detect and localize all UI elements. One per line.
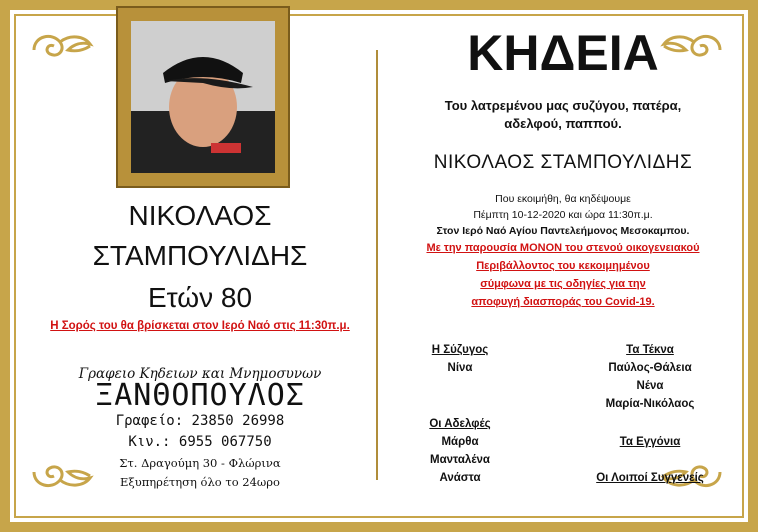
- funeral-home-address: Στ. Δραγούμη 30 - Φλώρινα: [119, 456, 281, 470]
- covid-notice-line-4: αποφυγή διασποράς του Covid-19.: [471, 296, 655, 308]
- ceremony-line-2: Πέμπτη 10-12-2020 και ώρα 11:30π.μ.: [473, 209, 653, 221]
- relatives-title: Οι Λοιποί Συγγενείς: [596, 472, 704, 484]
- child-name: Μαρία-Νικόλαος: [605, 398, 695, 410]
- portrait-illustration: [131, 21, 275, 173]
- deceased-name-right: ΝΙΚΟΛΑΟΣ ΣΤΑΜΠΟΥΛΙΔΗΣ: [433, 152, 693, 173]
- notice-heading: ΚΗΔΕΙΑ: [467, 25, 659, 81]
- grandchildren-title: Τα Εγγόνια: [619, 436, 681, 448]
- funeral-home-mobile: Κιν.: 6955 067750: [128, 434, 272, 450]
- flourish-top-left-icon: [30, 28, 94, 62]
- portrait-photo: [131, 21, 275, 173]
- funeral-home-title: Γραφειο Κηδειων και Μνημοσυνων: [78, 366, 322, 382]
- intro-line-2: αδελφού, παππού.: [504, 116, 622, 131]
- spouse-name: Νίνα: [447, 362, 473, 374]
- spouse-title: Η Σύζυγος: [431, 344, 489, 356]
- covid-notice-line-1: Με την παρουσία ΜΟΝΟΝ του στενού οικογενειακού: [426, 242, 700, 254]
- child-name: Παύλος-Θάλεια: [608, 362, 692, 374]
- deceased-age: Ετών 80: [147, 282, 253, 313]
- funeral-home-name: ΞΑΝΘΟΠΟΥΛΟΣ: [95, 378, 305, 413]
- ceremony-line-1: Που εκοιμήθη, θα κηδέψουμε: [495, 193, 631, 205]
- remains-notice: Η Σορός του θα βρίσκεται στον Ιερό Ναό στις 11:30π.μ.: [50, 320, 350, 332]
- sibling-name: Μάρθα: [441, 436, 479, 448]
- vertical-divider: [376, 50, 378, 480]
- deceased-first-name: ΝΙΚΟΛΑΟΣ: [128, 200, 272, 231]
- child-name: Νένα: [636, 380, 664, 392]
- sibling-name: Μανταλένα: [430, 454, 490, 466]
- portrait-frame: [118, 8, 288, 186]
- intro-line-1: Του λατρεμένου μας συζύγου, πατέρα,: [444, 98, 682, 113]
- covid-notice-line-3: σύμφωνα με τις οδηγίες για την: [480, 278, 646, 290]
- covid-notice-line-2: Περιβάλλοντος του κεκοιμημένου: [476, 260, 650, 272]
- ceremony-line-3: Στον Ιερό Ναό Αγίου Παντελεήμονος Μεσοκαμπου.: [436, 225, 690, 237]
- deceased-last-name: ΣΤΑΜΠΟΥΛΙΔΗΣ: [92, 240, 308, 271]
- children-title: Τα Τέκνα: [626, 344, 674, 356]
- funeral-home-office: Γραφείο: 23850 26998: [115, 413, 285, 429]
- siblings-title: Οι Αδελφές: [429, 418, 491, 430]
- funeral-home-service: Εξυπηρέτηση όλο το 24ωρο: [120, 475, 280, 489]
- sibling-name: Ανάστα: [439, 472, 481, 484]
